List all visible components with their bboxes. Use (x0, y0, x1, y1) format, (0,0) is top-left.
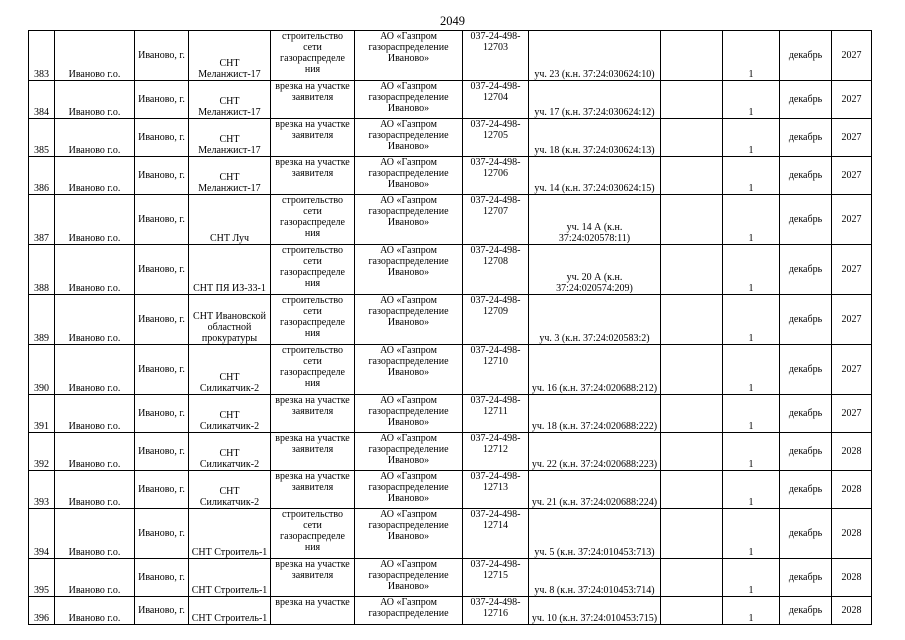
table-row (29, 559, 872, 597)
table-row (29, 433, 872, 471)
year-cell: 2027 (832, 157, 872, 195)
count-cell: 1 (723, 433, 780, 471)
count-cell: 1 (723, 81, 780, 119)
plot-cell: уч. 5 (к.н. 37:24:010453:713) (529, 509, 661, 559)
empty-cell (661, 471, 723, 509)
month-cell: декабрь (780, 395, 832, 433)
object-code-cell: 037-24-498-12705 (463, 119, 529, 157)
work-type-cell: врезка на участке заявителя (271, 157, 355, 195)
month-cell: декабрь (780, 597, 832, 625)
count-cell: 1 (723, 597, 780, 625)
object-code-cell: 037-24-498-12715 (463, 559, 529, 597)
count-cell: 1 (723, 509, 780, 559)
district-cell: Иваново г.о. (55, 597, 135, 625)
month-cell: декабрь (780, 31, 832, 81)
empty-cell (661, 119, 723, 157)
count-cell: 1 (723, 31, 780, 81)
empty-cell (661, 433, 723, 471)
empty-cell (661, 31, 723, 81)
empty-cell (661, 81, 723, 119)
snt-name-cell: СНТ ПЯ ИЗ-33-1 (189, 245, 271, 295)
table-row (29, 157, 872, 195)
organization-cell: АО «Газпром газораспределение Иваново» (355, 119, 463, 157)
year-cell: 2027 (832, 81, 872, 119)
row-number: 383 (29, 31, 55, 81)
year-cell: 2028 (832, 597, 872, 625)
year-cell: 2028 (832, 471, 872, 509)
organization-cell: АО «Газпром газораспределение Иваново» (355, 395, 463, 433)
row-number: 386 (29, 157, 55, 195)
month-cell: декабрь (780, 119, 832, 157)
month-cell: декабрь (780, 195, 832, 245)
work-type-cell: строительство сети газораспределе ния (271, 509, 355, 559)
organization-cell: АО «Газпром газораспределение Иваново» (355, 559, 463, 597)
organization-cell: АО «Газпром газораспределение Иваново» (355, 31, 463, 81)
month-cell: декабрь (780, 81, 832, 119)
count-cell: 1 (723, 295, 780, 345)
snt-name-cell: СНТ Ивановской областной прокуратуры (189, 295, 271, 345)
snt-name-cell: СНТ Строитель-1 (189, 509, 271, 559)
district-cell: Иваново г.о. (55, 31, 135, 81)
count-cell: 1 (723, 345, 780, 395)
object-code-cell: 037-24-498-12714 (463, 509, 529, 559)
year-cell: 2027 (832, 395, 872, 433)
settlement-cell: Иваново, г. (135, 119, 189, 157)
settlement-cell: Иваново, г. (135, 195, 189, 245)
table-row (29, 509, 872, 559)
year-cell: 2027 (832, 295, 872, 345)
settlement-cell: Иваново, г. (135, 509, 189, 559)
work-type-cell: врезка на участке заявителя (271, 81, 355, 119)
snt-name-cell: СНТ Меланжист-17 (189, 157, 271, 195)
work-type-cell: врезка на участке заявителя (271, 471, 355, 509)
district-cell: Иваново г.о. (55, 509, 135, 559)
empty-cell (661, 195, 723, 245)
empty-cell (661, 509, 723, 559)
table-row (29, 31, 872, 81)
snt-name-cell: СНТ Силикатчик-2 (189, 395, 271, 433)
empty-cell (661, 157, 723, 195)
settlement-cell: Иваново, г. (135, 433, 189, 471)
settlement-cell: Иваново, г. (135, 559, 189, 597)
row-number: 384 (29, 81, 55, 119)
plot-cell: уч. 14 (к.н. 37:24:030624:15) (529, 157, 661, 195)
empty-cell (661, 295, 723, 345)
empty-cell (661, 395, 723, 433)
page-number: 2049 (440, 14, 465, 28)
plot-cell: уч. 18 (к.н. 37:24:020688:222) (529, 395, 661, 433)
work-type-cell: врезка на участке заявителя (271, 395, 355, 433)
plot-cell: уч. 22 (к.н. 37:24:020688:223) (529, 433, 661, 471)
table-row (29, 119, 872, 157)
month-cell: декабрь (780, 471, 832, 509)
work-type-cell: строительство сети газораспределе ния (271, 195, 355, 245)
organization-cell: АО «Газпром газораспределение Иваново» (355, 433, 463, 471)
row-number: 396 (29, 597, 55, 625)
district-cell: Иваново г.о. (55, 559, 135, 597)
row-number: 393 (29, 471, 55, 509)
organization-cell: АО «Газпром газораспределение Иваново» (355, 509, 463, 559)
table-row (29, 395, 872, 433)
snt-name-cell: СНТ Луч (189, 195, 271, 245)
count-cell: 1 (723, 471, 780, 509)
row-number: 394 (29, 509, 55, 559)
district-cell: Иваново г.о. (55, 345, 135, 395)
object-code-cell: 037-24-498-12708 (463, 245, 529, 295)
snt-name-cell: СНТ Строитель-1 (189, 559, 271, 597)
year-cell: 2027 (832, 195, 872, 245)
snt-name-cell: СНТ Строитель-1 (189, 597, 271, 625)
settlement-cell: Иваново, г. (135, 395, 189, 433)
month-cell: декабрь (780, 433, 832, 471)
count-cell: 1 (723, 157, 780, 195)
district-cell: Иваново г.о. (55, 295, 135, 345)
object-code-cell: 037-24-498-12710 (463, 345, 529, 395)
organization-cell: АО «Газпром газораспределение Иваново» (355, 195, 463, 245)
table-row (29, 245, 872, 295)
organization-cell: АО «Газпром газораспределение Иваново» (355, 295, 463, 345)
year-cell: 2027 (832, 345, 872, 395)
row-number: 392 (29, 433, 55, 471)
plot-cell: уч. 14 А (к.н. 37:24:020578:11) (529, 195, 661, 245)
table-row (29, 597, 872, 625)
plot-cell: уч. 10 (к.н. 37:24:010453:715) (529, 597, 661, 625)
settlement-cell: Иваново, г. (135, 295, 189, 345)
plot-cell: уч. 18 (к.н. 37:24:030624:13) (529, 119, 661, 157)
settlement-cell: Иваново, г. (135, 597, 189, 625)
month-cell: декабрь (780, 245, 832, 295)
plot-cell: уч. 16 (к.н. 37:24:020688:212) (529, 345, 661, 395)
empty-cell (661, 345, 723, 395)
row-number: 388 (29, 245, 55, 295)
organization-cell: АО «Газпром газораспределение Иваново» (355, 157, 463, 195)
district-cell: Иваново г.о. (55, 195, 135, 245)
count-cell: 1 (723, 119, 780, 157)
settlement-cell: Иваново, г. (135, 31, 189, 81)
organization-cell: АО «Газпром газораспределение Иваново» (355, 81, 463, 119)
table-row (29, 471, 872, 509)
row-number: 389 (29, 295, 55, 345)
month-cell: декабрь (780, 157, 832, 195)
organization-cell: АО «Газпром газораспределение Иваново» (355, 345, 463, 395)
object-code-cell: 037-24-498-12709 (463, 295, 529, 345)
plot-cell: уч. 3 (к.н. 37:24:020583:2) (529, 295, 661, 345)
settlement-cell: Иваново, г. (135, 345, 189, 395)
district-cell: Иваново г.о. (55, 395, 135, 433)
table-row (29, 81, 872, 119)
row-number: 391 (29, 395, 55, 433)
table-body (29, 31, 872, 625)
work-type-cell: врезка на участке заявителя (271, 119, 355, 157)
object-code-cell: 037-24-498-12704 (463, 81, 529, 119)
snt-name-cell: СНТ Силикатчик-2 (189, 345, 271, 395)
work-type-cell: строительство сети газораспределе ния (271, 31, 355, 81)
snt-name-cell: СНТ Силикатчик-2 (189, 433, 271, 471)
object-code-cell: 037-24-498-12716 (463, 597, 529, 625)
district-cell: Иваново г.о. (55, 157, 135, 195)
settlement-cell: Иваново, г. (135, 245, 189, 295)
row-number: 390 (29, 345, 55, 395)
organization-cell: АО «Газпром газораспределение (355, 597, 463, 625)
row-number: 385 (29, 119, 55, 157)
count-cell: 1 (723, 245, 780, 295)
settlement-cell: Иваново, г. (135, 157, 189, 195)
snt-name-cell: СНТ Силикатчик-2 (189, 471, 271, 509)
table-row (29, 345, 872, 395)
snt-name-cell: СНТ Меланжист-17 (189, 119, 271, 157)
district-cell: Иваново г.о. (55, 245, 135, 295)
year-cell: 2027 (832, 119, 872, 157)
settlement-cell: Иваново, г. (135, 81, 189, 119)
organization-cell: АО «Газпром газораспределение Иваново» (355, 245, 463, 295)
month-cell: декабрь (780, 295, 832, 345)
object-code-cell: 037-24-498-12707 (463, 195, 529, 245)
object-code-cell: 037-24-498-12706 (463, 157, 529, 195)
object-code-cell: 037-24-498-12703 (463, 31, 529, 81)
registry-table (28, 30, 872, 625)
month-cell: декабрь (780, 345, 832, 395)
district-cell: Иваново г.о. (55, 81, 135, 119)
object-code-cell: 037-24-498-12713 (463, 471, 529, 509)
work-type-cell: строительство сети газораспределе ния (271, 345, 355, 395)
row-number: 395 (29, 559, 55, 597)
organization-cell: АО «Газпром газораспределение Иваново» (355, 471, 463, 509)
work-type-cell: врезка на участке заявителя (271, 559, 355, 597)
work-type-cell: врезка на участке (271, 597, 355, 625)
count-cell: 1 (723, 559, 780, 597)
year-cell: 2027 (832, 31, 872, 81)
object-code-cell: 037-24-498-12711 (463, 395, 529, 433)
district-cell: Иваново г.о. (55, 471, 135, 509)
empty-cell (661, 597, 723, 625)
table-row (29, 295, 872, 345)
empty-cell (661, 245, 723, 295)
year-cell: 2028 (832, 509, 872, 559)
plot-cell: уч. 20 А (к.н. 37:24:020574:209) (529, 245, 661, 295)
snt-name-cell: СНТ Меланжист-17 (189, 81, 271, 119)
plot-cell: уч. 21 (к.н. 37:24:020688:224) (529, 471, 661, 509)
count-cell: 1 (723, 195, 780, 245)
district-cell: Иваново г.о. (55, 119, 135, 157)
year-cell: 2027 (832, 245, 872, 295)
row-number: 387 (29, 195, 55, 245)
plot-cell: уч. 23 (к.н. 37:24:030624:10) (529, 31, 661, 81)
year-cell: 2028 (832, 433, 872, 471)
year-cell: 2028 (832, 559, 872, 597)
work-type-cell: врезка на участке заявителя (271, 433, 355, 471)
object-code-cell: 037-24-498-12712 (463, 433, 529, 471)
plot-cell: уч. 8 (к.н. 37:24:010453:714) (529, 559, 661, 597)
work-type-cell: строительство сети газораспределе ния (271, 295, 355, 345)
district-cell: Иваново г.о. (55, 433, 135, 471)
month-cell: декабрь (780, 559, 832, 597)
empty-cell (661, 559, 723, 597)
count-cell: 1 (723, 395, 780, 433)
snt-name-cell: СНТ Меланжист-17 (189, 31, 271, 81)
settlement-cell: Иваново, г. (135, 471, 189, 509)
table-row (29, 195, 872, 245)
month-cell: декабрь (780, 509, 832, 559)
plot-cell: уч. 17 (к.н. 37:24:030624:12) (529, 81, 661, 119)
work-type-cell: строительство сети газораспределе ния (271, 245, 355, 295)
